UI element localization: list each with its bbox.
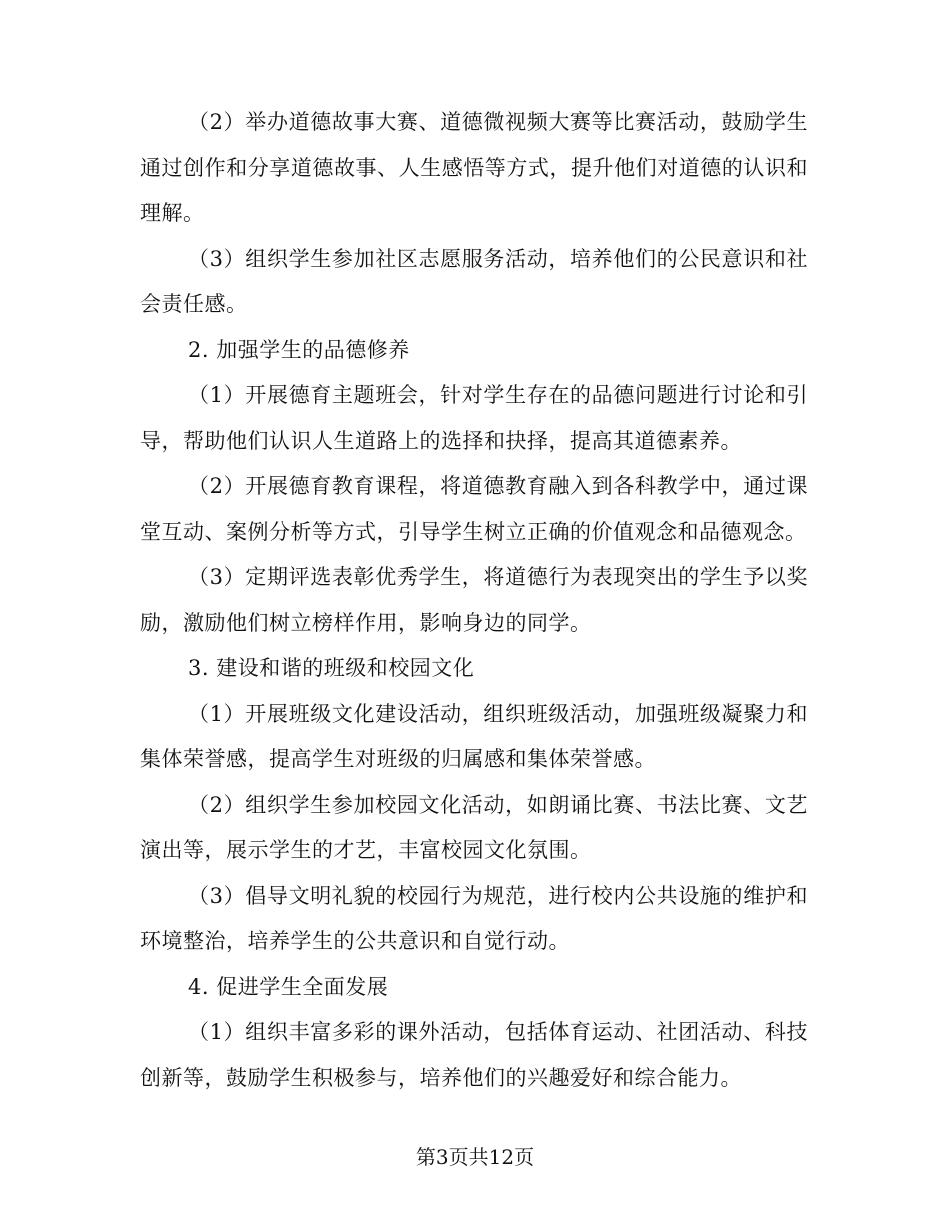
paragraph: （3）定期评选表彰优秀学生，将道德行为表现突出的学生予以奖励，激励他们树立榜样作用，影响身边的同学。 [140,565,808,635]
paragraph: （1）开展德育主题班会，针对学生存在的品德问题进行讨论和引导，帮助他们认识人生道路上的选择和抉择，提高其道德素养。 [140,383,808,453]
paragraph: （2）举办道德故事大赛、道德微视频大赛等比赛活动，鼓励学生通过创作和分享道德故事、人生感悟等方式，提升他们对道德的认识和理解。 [140,110,808,225]
paragraph: （3）组织学生参加社区志愿服务活动，培养他们的公民意识和社会责任感。 [140,246,808,316]
paragraph: （2）组织学生参加校园文化活动，如朗诵比赛、书法比赛、文艺演出等，展示学生的才艺，丰富校园文化氛围。 [140,792,808,862]
section-heading: 3. 建设和谐的班级和校园文化 [188,656,475,680]
section-heading: 2. 加强学生的品德修养 [188,337,410,362]
paragraph: （3）倡导文明礼貌的校园行为规范，进行校内公共设施的维护和环境整治，培养学生的公共意识和自觉行动。 [140,883,808,953]
paragraph: （2）开展德育教育课程，将道德教育融入到各科教学中，通过课堂互动、案例分析等方式，引导学生树立正确的价值观念和品德观念。 [140,474,808,544]
paragraph: （1）组织丰富多彩的课外活动，包括体育运动、社团活动、科技创新等，鼓励学生积极参与，培养他们的兴趣爱好和综合能力。 [140,1020,808,1090]
document-body [140,100,808,1101]
paragraph: （1）开展班级文化建设活动，组织班级活动，加强班级凝聚力和集体荣誉感，提高学生对班级的归属感和集体荣誉感。 [140,701,808,771]
page-number-footer: 第3页共12页 [415,1145,535,1169]
section-heading: 4. 促进学生全面发展 [188,974,389,999]
